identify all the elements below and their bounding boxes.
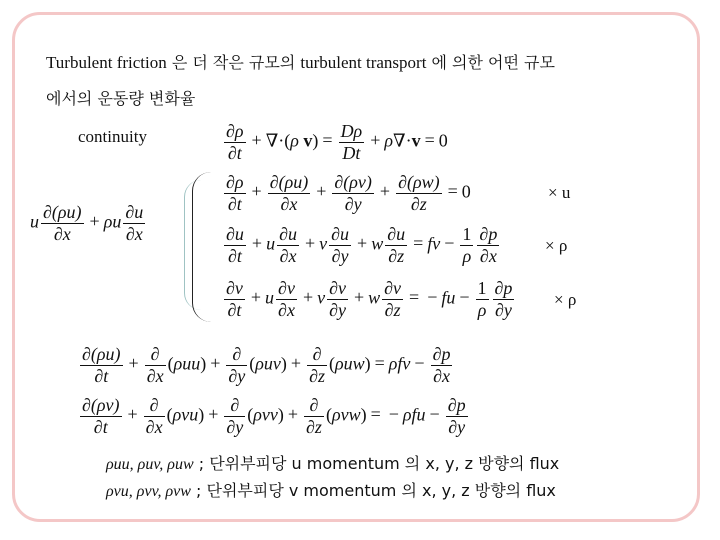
continuity-label: continuity — [78, 127, 147, 146]
u-flux-description: ; 단위부피당 u momentum 의 x, y, z 방향의 flux — [193, 454, 560, 473]
heading-text-c: turbulent transport — [300, 53, 427, 72]
v-flux-form-equation: $\frac{\partial(\rho v)}{\partial t}$ + $\frac{\partial}{\partial x}$ (ρvu) + $\frac{\partial}{\partial y}$ (ρvv) + $\frac{\partial}{\partial z}$ (ρvw) = − ρfu − $\frac{\partial p}{\partial y}$ — [82, 395, 466, 437]
multiply-rho-label-2: × ρ — [554, 290, 577, 309]
u-flux-terms: ρuu, ρuv, ρuw — [106, 456, 194, 473]
heading-line-2: 에서의 운동량 변화율 — [46, 89, 196, 108]
u-flux-note — [106, 451, 559, 474]
heading-text-b: 은 더 작은 규모의 — [166, 53, 301, 72]
heading-text-d: 에 의한 어떤 규모 — [426, 53, 555, 72]
v-flux-terms: ρvu, ρvv, ρvw — [106, 483, 191, 500]
v-flux-note — [106, 478, 556, 501]
multiply-u-label: × u — [548, 183, 571, 202]
continuity-equation: $\frac{\partial\rho}{\partial t}$ + ∇·(ρ v) = $\frac{D\rho}{Dt}$ + ρ∇·v = 0 — [226, 121, 448, 163]
product-rule-term: u $\frac{\partial(\rho u)}{\partial x}$ + ρu $\frac{\partial u}{\partial x}$ — [30, 202, 144, 244]
v-flux-description: ; 단위부피당 v momentum 의 x, y, z 방향의 flux — [190, 481, 556, 500]
heading-line-1 — [46, 50, 555, 73]
u-momentum-equation: $\frac{\partial u}{\partial t}$ + u $\frac{\partial u}{\partial x}$ + v $\frac{\partial u}{\partial y}$ + w $\frac{\partial u}{\partial z}$ = fv − $\frac{1}{\rho}$ $\frac{\partial p}{\partial x}$ — [226, 224, 498, 266]
heading-text-a: Turbulent friction — [46, 53, 167, 72]
bracket-decoration — [192, 172, 211, 322]
multiply-rho-label-1: × ρ — [545, 236, 568, 255]
v-momentum-equation: $\frac{\partial v}{\partial t}$ + u $\frac{\partial v}{\partial x}$ + v $\frac{\partial v}{\partial y}$ + w $\frac{\partial v}{\partial z}$ = − fu − $\frac{1}{\rho}$ $\frac{\partial p}{\partial y}$ — [226, 278, 513, 320]
continuity-expanded: $\frac{\partial\rho}{\partial t}$ + $\frac{\partial(\rho u)}{\partial x}$ + $\frac{\partial(\rho v)}{\partial y}$ + $\frac{\partial(\rho w)}{\partial z}$ = 0 — [226, 172, 471, 214]
u-flux-form-equation: $\frac{\partial(\rho u)}{\partial t}$ + $\frac{\partial}{\partial x}$ (ρuu) + $\frac{\partial}{\partial y}$ (ρuv) + $\frac{\partial}{\partial z}$ (ρuw) = ρfv − $\frac{\partial p}{\partial x}$ — [82, 344, 451, 386]
